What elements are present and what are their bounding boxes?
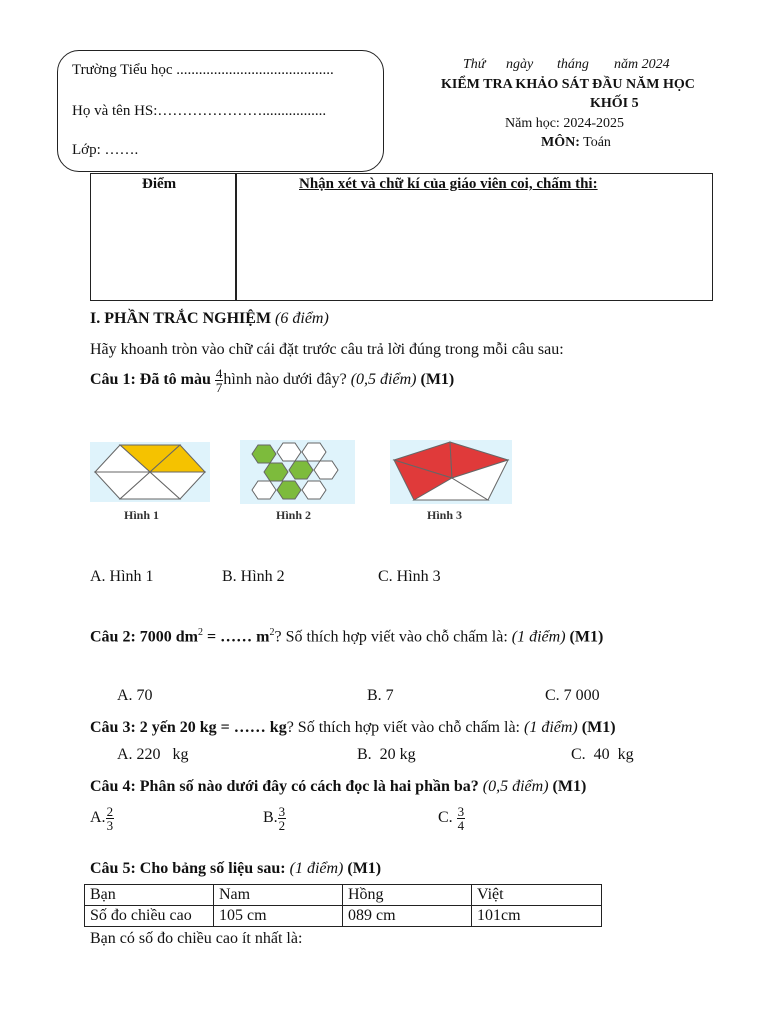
figure-2-cell: [302, 443, 326, 461]
q5-label: Câu 5: Cho bảng số liệu sau:: [90, 860, 286, 877]
figure-2-cell-shaded: [264, 463, 288, 481]
q2-text: ? Số thích hợp viết vào chỗ chấm là:: [274, 628, 508, 646]
q3-label: Câu 3: 2 yến 20 kg = …… kg: [90, 719, 287, 736]
question-2: [90, 627, 603, 646]
section-instruction: Hãy khoanh tròn vào chữ cái đặt trước câu trả lời đúng trong mỗi câu sau:: [90, 341, 564, 358]
q4-points: (0,5 điểm): [482, 778, 549, 795]
q4-level: (M1): [552, 778, 587, 795]
table-cell: 101cm: [472, 906, 602, 927]
q2-label: Câu 2: 7000 dm: [90, 628, 199, 646]
q4-a-num: 2: [106, 804, 114, 819]
section-title: [90, 310, 329, 328]
q1-option-b[interactable]: B. Hình 2: [222, 568, 285, 585]
figure-2-label: Hình 2: [276, 508, 312, 522]
q2-sup1: 2: [198, 627, 204, 638]
figure-2-cell: [314, 461, 338, 479]
date-thu: Thứ: [463, 57, 486, 72]
question-5: [90, 860, 381, 878]
q1-frac-num: 4: [215, 366, 223, 381]
q1-text: hình nào dưới đây?: [223, 371, 347, 389]
figure-3-pentagon: [390, 440, 512, 504]
q2-blank: = …… m: [203, 628, 270, 646]
q2-option-c[interactable]: C. 7 000: [545, 687, 600, 704]
q4-option-c-letter: C.: [438, 809, 453, 827]
q3-level: (M1): [581, 719, 616, 736]
question-1: [90, 367, 454, 394]
figure-1-hexagon: [90, 442, 210, 502]
section-points: (6 điểm): [275, 310, 329, 327]
figure-2-cell: [277, 443, 301, 461]
subject-line: [541, 135, 611, 151]
figure-2-cell: [302, 481, 326, 499]
height-table: [84, 884, 602, 927]
q1-points: (0,5 điểm): [350, 371, 417, 389]
q3-option-b[interactable]: B. 20 kg: [357, 746, 416, 763]
q4-option-c-fraction: [457, 805, 466, 832]
subject-label: MÔN:: [541, 135, 580, 150]
figure-2-cell-shaded: [252, 445, 276, 463]
q2-level: (M1): [569, 628, 604, 646]
table-cell: Số đo chiều cao: [85, 906, 214, 927]
figure-2-cell-shaded: [289, 461, 313, 479]
q5-question: Bạn có số đo chiều cao ít nhất là:: [90, 930, 303, 947]
q5-points: (1 điểm): [289, 860, 344, 877]
figure-2-cell-shaded: [277, 481, 301, 499]
question-3: [90, 719, 616, 737]
grade-table-divider: [235, 173, 237, 301]
student-name-field: Họ và tên HS:………………….................: [72, 103, 327, 119]
q4-option-a[interactable]: [90, 805, 114, 832]
q3-option-a[interactable]: A. 220 kg: [117, 746, 189, 763]
table-cell: Hồng: [343, 885, 472, 906]
figure-2-cell: [252, 481, 276, 499]
school-field: Trường Tiểu học ..........................................: [72, 62, 334, 78]
q4-option-a-letter: A.: [90, 809, 106, 827]
q2-points: (1 điểm): [511, 628, 566, 646]
q4-b-num: 3: [278, 804, 286, 819]
q4-option-a-fraction: [106, 805, 115, 832]
table-cell: Việt: [472, 885, 602, 906]
q1-option-c[interactable]: C. Hình 3: [378, 568, 441, 585]
q4-b-den: 2: [278, 818, 286, 833]
q4-label: Câu 4: Phân số nào dưới đây có cách đọc là hai phần ba?: [90, 778, 479, 795]
table-row: [85, 885, 602, 906]
exam-title: KIỂM TRA KHẢO SÁT ĐẦU NĂM HỌC: [441, 77, 695, 92]
q3-option-c[interactable]: C. 40 kg: [571, 746, 634, 763]
q5-level: (M1): [347, 860, 382, 877]
date-thang: tháng: [557, 57, 589, 72]
table-cell: 089 cm: [343, 906, 472, 927]
grade-level: KHỐI 5: [590, 96, 639, 111]
q2-option-b[interactable]: B. 7: [367, 687, 394, 704]
q2-sup2: 2: [269, 627, 275, 638]
q3-points: (1 điểm): [524, 719, 578, 736]
figure-3-label: Hình 3: [427, 508, 463, 522]
q4-c-den: 4: [457, 818, 465, 833]
subject-value: Toán: [583, 135, 611, 150]
table-cell: Bạn: [85, 885, 214, 906]
figure-2-honeycomb: [240, 440, 355, 504]
table-row: [85, 906, 602, 927]
q4-c-num: 3: [457, 804, 465, 819]
q4-option-b[interactable]: [263, 805, 286, 832]
school-year: Năm học: 2024-2025: [505, 116, 624, 131]
class-field: Lớp: …….: [72, 142, 139, 158]
q4-option-b-fraction: [278, 805, 287, 832]
q4-option-c[interactable]: [438, 805, 465, 832]
q4-option-b-letter: B.: [263, 809, 278, 827]
table-cell: 105 cm: [214, 906, 343, 927]
score-header: Điểm: [142, 176, 177, 192]
q1-label: Câu 1: Đã tô màu: [90, 371, 211, 389]
comment-header: Nhận xét và chữ kí của giáo viên coi, chấm thi:: [299, 176, 598, 192]
figure-1-label: Hình 1: [124, 508, 160, 522]
q1-frac-den: 7: [215, 380, 223, 395]
q4-a-den: 3: [106, 818, 114, 833]
table-cell: Nam: [214, 885, 343, 906]
section-title-text: I. PHẦN TRẮC NGHIỆM: [90, 310, 272, 327]
q2-option-a[interactable]: A. 70: [117, 687, 153, 704]
date-nam: năm 2024: [614, 57, 670, 72]
date-ngay: ngày: [506, 57, 534, 72]
question-4: [90, 778, 586, 796]
q1-level: (M1): [420, 371, 455, 389]
q1-option-a[interactable]: A. Hình 1: [90, 568, 154, 585]
q3-text: ? Số thích hợp viết vào chỗ chấm là:: [286, 719, 520, 736]
